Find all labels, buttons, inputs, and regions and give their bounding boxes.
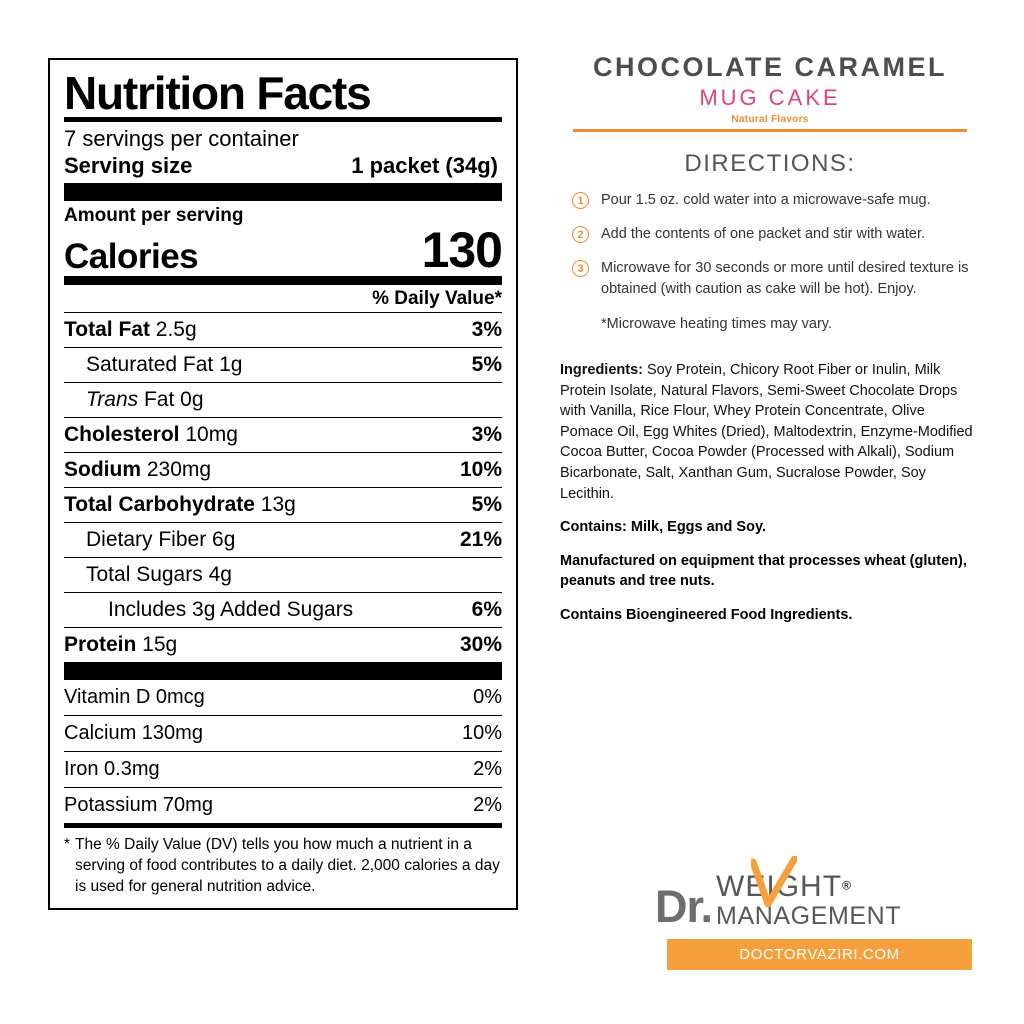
nutrient-label: Cholesterol 10mg — [64, 423, 238, 447]
vitamin-row — [64, 680, 502, 715]
step-number-badge: 3 — [572, 260, 589, 277]
servings-per-container: 7 servings per container — [64, 125, 299, 151]
ingredients-text: Soy Protein, Chicory Root Fiber or Inulin, Milk Protein Isolate, Natural Flavors, Semi-Sweet Chocolate Drops with Vanilla, Rice Flour, Whey Protein Concentrate, Olive Pomace Oil, Egg Whites (Dried), Maltodextrin, Enzyme-Modified Cocoa Butter, Cocoa Powder (Processed with Alkali), Sodium Bicarbonate, Salt, Xanthan Gum, Sucralose Powder, Soy Lecithin. — [560, 362, 973, 502]
nutrient-daily-value: 21% — [459, 528, 502, 552]
ingredients-block — [560, 360, 980, 504]
footnote-text: The % Daily Value (DV) tells you how much a nutrient in a serving of food contributes to a daily diet. 2,000 calories a day is used for general nutrition advice. — [75, 836, 500, 896]
contains-statement: Contains: Milk, Eggs and Soy. — [560, 519, 766, 536]
nutrient-label: Dietary Fiber 6g — [86, 528, 236, 552]
step-number-badge: 1 — [572, 192, 589, 209]
nutrient-label: Protein 15g — [64, 633, 178, 657]
vitamin-label: Potassium 70mg — [64, 794, 213, 817]
step-text: Pour 1.5 oz. cold water into a microwave-safe mug. — [601, 192, 931, 208]
divider-thick-2 — [64, 662, 502, 680]
daily-value-header: % Daily Value* — [372, 288, 502, 310]
nutrient-row — [64, 347, 502, 382]
nutrient-row — [64, 382, 502, 417]
right-column — [560, 52, 980, 625]
calories-label: Calories — [64, 237, 199, 277]
checkmark-icon — [751, 856, 797, 908]
product-flavor-note: Natural Flavors — [731, 114, 809, 125]
serving-size-row — [64, 153, 502, 183]
nutrient-row — [64, 522, 502, 557]
amount-per-serving-label: Amount per serving — [64, 204, 244, 226]
logo-right-text — [716, 872, 901, 929]
nutrient-daily-value: 6% — [471, 598, 502, 622]
website-url-bar[interactable]: DOCTORVAZIRI.COM — [667, 939, 972, 970]
nutrient-label: Includes 3g Added Sugars — [108, 598, 354, 622]
nutrient-label: Total Fat 2.5g — [64, 318, 197, 342]
divider-thick — [64, 183, 502, 201]
nutrition-facts-title: Nutrition Facts — [64, 67, 371, 119]
logo-row — [655, 870, 985, 932]
microwave-note: *Microwave heating times may vary. — [601, 316, 833, 333]
directions-heading: DIRECTIONS: — [684, 150, 856, 177]
vitamin-daily-value: 10% — [461, 722, 502, 745]
bioengineered-statement: Contains Bioengineered Food Ingredients. — [560, 606, 853, 623]
nutrient-label: Saturated Fat 1g — [86, 353, 243, 377]
direction-step — [560, 258, 980, 300]
step-text: Microwave for 30 seconds or more until desired texture is obtained (with caution as cake will be hot). Enjoy. — [601, 260, 969, 298]
calories-value: 130 — [421, 221, 502, 278]
nutrient-daily-value: 30% — [459, 633, 502, 657]
nutrient-daily-value: 3% — [471, 423, 502, 447]
ingredients-label: Ingredients: — [560, 362, 643, 379]
vitamin-label: Calcium 130mg — [64, 722, 203, 745]
manufactured-statement: Manufactured on equipment that processes wheat (gluten), peanuts and tree nuts. — [560, 552, 967, 590]
nutrient-row — [64, 452, 502, 487]
calories-row — [64, 221, 502, 278]
vitamin-label: Iron 0.3mg — [64, 758, 160, 781]
nutrient-row — [64, 417, 502, 452]
brand-logo — [655, 872, 985, 970]
logo-dr-text: Dr. — [655, 881, 713, 932]
product-name: CHOCOLATE CARAMEL — [593, 52, 947, 82]
nutrient-label: Sodium 230mg — [64, 458, 212, 482]
direction-step — [560, 224, 980, 245]
nutrient-daily-value: 10% — [459, 458, 502, 482]
daily-value-footnote — [64, 828, 502, 898]
directions-steps — [560, 190, 980, 300]
nutrient-rows — [64, 312, 502, 662]
nutrition-facts-panel — [48, 58, 518, 910]
nutrient-daily-value: 3% — [471, 318, 502, 342]
vitamin-daily-value: 2% — [473, 794, 502, 817]
nutrient-label: Total Carbohydrate 13g — [64, 493, 296, 517]
direction-step — [560, 190, 980, 211]
registered-mark: ® — [842, 878, 851, 893]
nutrient-label: Total Sugars 4g — [86, 563, 232, 587]
footnote-star: * — [64, 836, 71, 854]
accent-divider — [573, 129, 967, 132]
nutrient-label: Trans Fat 0g — [86, 388, 204, 412]
vitamin-rows — [64, 680, 502, 823]
nutrient-daily-value: 5% — [471, 353, 502, 377]
nutrient-row — [64, 312, 502, 347]
serving-size-value: 1 packet (34g) — [351, 152, 498, 178]
step-text: Add the contents of one packet and stir with water. — [601, 226, 926, 243]
nutrient-daily-value: 5% — [471, 493, 502, 517]
nutrient-row — [64, 557, 502, 592]
vitamin-label: Vitamin D 0mcg — [64, 686, 205, 709]
vitamin-daily-value: 2% — [473, 758, 502, 781]
serving-size-label: Serving size — [64, 152, 193, 178]
vitamin-row — [64, 715, 502, 751]
nutrient-row — [64, 487, 502, 522]
product-subtitle: MUG CAKE — [699, 85, 841, 110]
nutrient-row — [64, 627, 502, 662]
step-number-badge: 2 — [572, 226, 589, 243]
nutrient-row — [64, 592, 502, 627]
vitamin-row — [64, 787, 502, 823]
logo-management-text: MANAGEMENT — [716, 902, 902, 930]
vitamin-row — [64, 751, 502, 787]
logo-weight-text: WEIGHT — [716, 870, 843, 903]
vitamin-daily-value: 0% — [473, 686, 502, 709]
